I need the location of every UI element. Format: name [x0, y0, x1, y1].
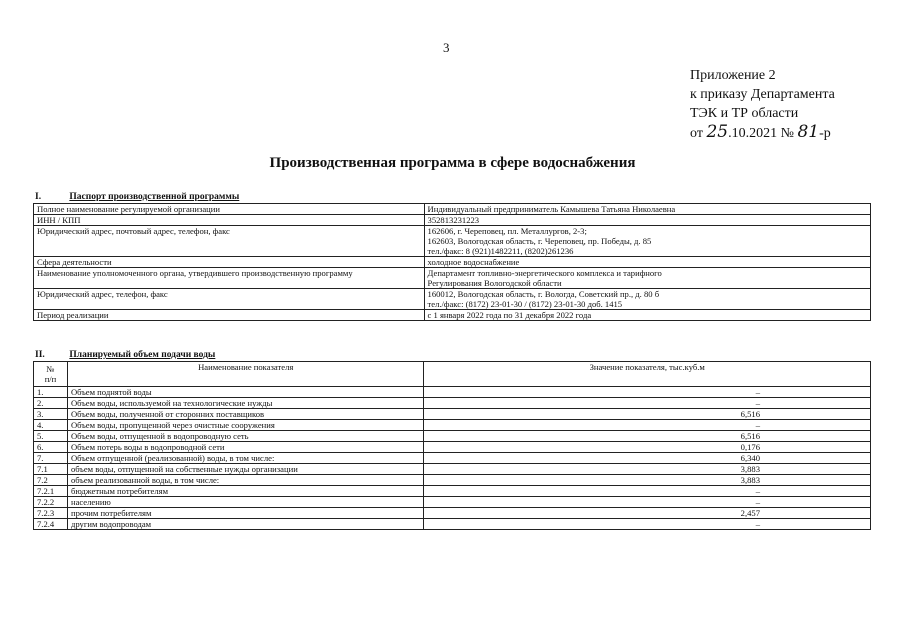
- row-number: 7.2.1: [34, 486, 68, 497]
- table-row: [34, 409, 871, 420]
- col-value-header: Значение показателя, тыс.куб.м: [424, 362, 871, 387]
- passport-row: [34, 310, 871, 321]
- water-volume-header-row: [34, 362, 871, 387]
- appendix-line1: Приложение 2: [690, 68, 776, 83]
- passport-value-line: тел./факс: (8172) 23-01-30 / (8172) 23-01-30 доб. 1415: [427, 299, 623, 309]
- document-title: Производственная программа в сфере водоснабжения: [269, 155, 636, 171]
- row-name: бюджетным потребителям: [67, 486, 424, 497]
- row-value: 0,176: [424, 442, 871, 453]
- passport-row-value: [424, 289, 870, 310]
- passport-value-line: Регулирования Вологодской области: [427, 278, 562, 288]
- passport-row: [34, 226, 871, 257]
- row-value: 6,516: [424, 431, 871, 442]
- row-name: объем воды, отпущенной на собственные нужды организации: [67, 464, 424, 475]
- passport-value-line: холодное водоснабжение: [427, 257, 520, 267]
- page-number: 3: [443, 40, 450, 55]
- row-name: Объем воды, полученной от сторонних поставщиков: [67, 409, 424, 420]
- table-row: [34, 453, 871, 464]
- table-row: [34, 519, 871, 530]
- row-name: Объем воды, отпущенной в водопроводную сеть: [67, 431, 424, 442]
- col-number-header: [34, 362, 68, 387]
- row-name: прочим потребителям: [67, 508, 424, 519]
- passport-value-line: 352813231223: [427, 215, 480, 225]
- row-value: 6,516: [424, 409, 871, 420]
- table-row: [34, 508, 871, 519]
- row-number: 7.2.2: [34, 497, 68, 508]
- passport-row-label: Юридический адрес, почтовый адрес, телефон, факс: [34, 226, 425, 257]
- row-name: населению: [67, 497, 424, 508]
- row-value: 2,457: [424, 508, 871, 519]
- passport-row-label: Период реализации: [34, 310, 425, 321]
- passport-row-value: [424, 257, 870, 268]
- section2-heading: [35, 350, 215, 360]
- row-name: Объем отпущенной (реализованной) воды, в том числе:: [67, 453, 424, 464]
- passport-value-line: 162603, Вологодская область, г. Череповец, пр. Победы, д. 85: [427, 236, 652, 246]
- section1-heading: [35, 192, 239, 202]
- passport-value-line: Индивидуальный предприниматель Камышева Татьяна Николаевна: [427, 204, 676, 214]
- date-day: 25: [706, 122, 729, 142]
- passport-value-line: 160012, Вологодская область, г. Вологда, Советский пр., д. 80 б: [427, 289, 660, 299]
- table-row: [34, 475, 871, 486]
- passport-row-label: Сфера деятельности: [34, 257, 425, 268]
- passport-row: [34, 268, 871, 289]
- passport-row-value: [424, 215, 870, 226]
- row-number: 5.: [34, 431, 68, 442]
- passport-row-value: [424, 268, 870, 289]
- appendix-line2: к приказу Департамента: [690, 87, 835, 102]
- passport-row-label: Наименование уполномоченного органа, утвердившего производственную программу: [34, 268, 425, 289]
- passport-row-value: [424, 204, 870, 215]
- row-number: 6.: [34, 442, 68, 453]
- section1-title: Паспорт производственной программы: [69, 192, 240, 202]
- row-number: 2.: [34, 398, 68, 409]
- row-number: 4.: [34, 420, 68, 431]
- order-number: 81: [797, 122, 820, 142]
- appendix-block: [690, 66, 835, 143]
- water-volume-table: [33, 361, 871, 530]
- row-value: –: [424, 519, 871, 530]
- row-number: 7.: [34, 453, 68, 464]
- section2-number: II.: [35, 350, 45, 360]
- row-value: –: [424, 497, 871, 508]
- row-name: объем реализованной воды, в том числе:: [67, 475, 424, 486]
- passport-value-line: с 1 января 2022 года по 31 декабря 2022 года: [427, 310, 592, 320]
- passport-row-label: ИНН / КПП: [34, 215, 425, 226]
- date-prefix: от: [690, 126, 703, 141]
- passport-row: [34, 215, 871, 226]
- row-name: Объем воды, используемой на технологические нужды: [67, 398, 424, 409]
- passport-table: [33, 203, 871, 321]
- col-number-sublabel: п/п: [44, 374, 57, 384]
- section1-number: I.: [35, 192, 42, 202]
- passport-row: [34, 204, 871, 215]
- table-row: [34, 497, 871, 508]
- table-row: [34, 486, 871, 497]
- water-volume-table-body: [34, 387, 871, 530]
- passport-row-label: Полное наименование регулируемой организации: [34, 204, 425, 215]
- table-row: [34, 442, 871, 453]
- row-number: 3.: [34, 409, 68, 420]
- passport-row: [34, 289, 871, 310]
- order-suffix: -р: [819, 126, 831, 141]
- passport-value-line: Департамент топливно-энергетического комплекса и тарифного: [427, 268, 662, 278]
- passport-row-label: Юридический адрес, телефон, факс: [34, 289, 425, 310]
- row-value: –: [424, 387, 871, 398]
- row-number: 7.2.3: [34, 508, 68, 519]
- table-row: [34, 398, 871, 409]
- table-row: [34, 431, 871, 442]
- passport-value-line: 162606, г. Череповец, пл. Металлургов, 2-3;: [427, 226, 587, 236]
- row-value: –: [424, 420, 871, 431]
- row-value: 3,883: [424, 464, 871, 475]
- row-name: Объем воды, пропущенной через очистные сооружения: [67, 420, 424, 431]
- passport-row-value: [424, 226, 870, 257]
- section2-title: Планируемый объем подачи воды: [69, 350, 216, 360]
- row-number: 7.2: [34, 475, 68, 486]
- passport-row-value: [424, 310, 870, 321]
- appendix-date-line: [690, 123, 835, 143]
- date-rest: .10.2021 №: [728, 126, 794, 141]
- row-number: 7.1: [34, 464, 68, 475]
- appendix-line3: ТЭК и ТР области: [690, 106, 799, 121]
- row-number: 1.: [34, 387, 68, 398]
- row-number: 7.2.4: [34, 519, 68, 530]
- passport-value-line: тел./факс: 8 (921)1482211, (8202)261236: [427, 246, 574, 256]
- row-name: другим водопроводам: [67, 519, 424, 530]
- row-value: 3,883: [424, 475, 871, 486]
- row-value: –: [424, 398, 871, 409]
- table-row: [34, 464, 871, 475]
- col-number-label: №: [46, 364, 55, 374]
- passport-table-body: [34, 204, 871, 321]
- col-name-header: Наименование показателя: [67, 362, 424, 387]
- table-row: [34, 387, 871, 398]
- row-value: 6,340: [424, 453, 871, 464]
- row-value: –: [424, 486, 871, 497]
- passport-row: [34, 257, 871, 268]
- row-name: Объем поднятой воды: [67, 387, 424, 398]
- row-name: Объем потерь воды в водопроводной сети: [67, 442, 424, 453]
- table-row: [34, 420, 871, 431]
